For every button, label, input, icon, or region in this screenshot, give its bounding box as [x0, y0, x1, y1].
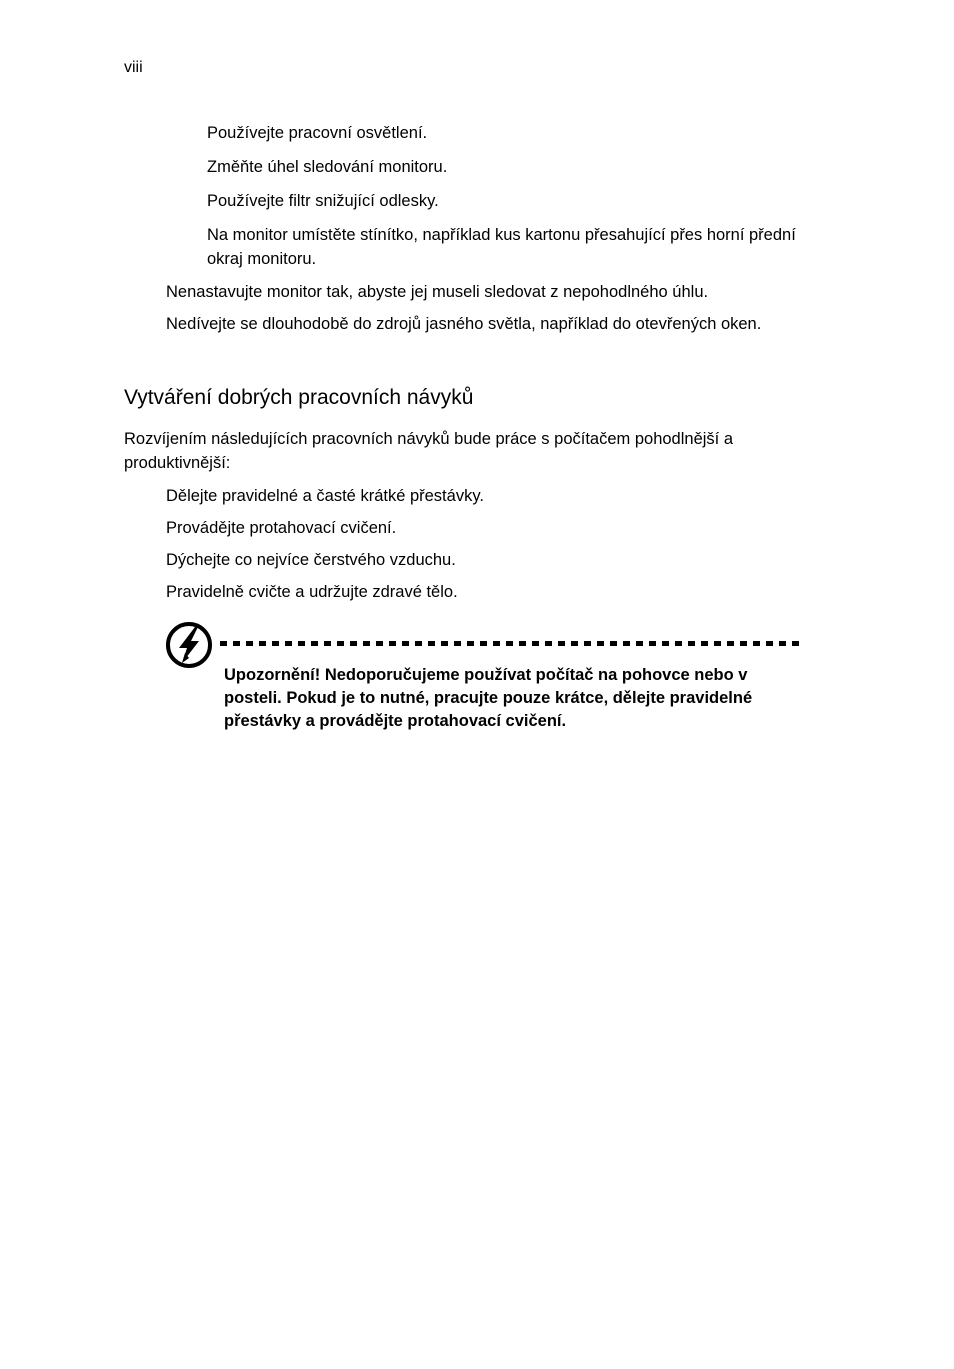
list-item: Změňte úhel sledování monitoru. — [207, 158, 448, 176]
section-heading: Vytváření dobrých pracovních návyků — [124, 386, 474, 409]
monitor-tips-list — [207, 121, 817, 281]
list-item: Používejte filtr snižující odlesky. — [207, 192, 439, 210]
list-item: Dýchejte co nejvíce čerstvého vzduchu. — [166, 551, 456, 569]
list-item: Používejte pracovní osvětlení. — [207, 124, 428, 142]
list-item: Provádějte protahovací cvičení. — [166, 519, 397, 537]
general-tips-list — [166, 280, 806, 344]
list-item: Dělejte pravidelné a časté krátké přestávky. — [166, 487, 484, 505]
list-item: Na monitor umístěte stínítko, například kus kartonu přesahující přes horní přední okraj monitoru. — [207, 226, 796, 268]
page-number: viii — [124, 59, 143, 76]
list-item: Pravidelně cvičte a udržujte zdravé tělo. — [166, 583, 458, 601]
warning-lightning-icon — [165, 621, 213, 669]
list-item: Nenastavujte monitor tak, abyste jej museli sledovat z nepohodlného úhlu. — [166, 283, 709, 301]
warning-divider — [220, 641, 804, 646]
warning-text: Upozornění! Nedoporučujeme používat počítač na pohovce nebo v posteli. Pokud je to nutné, pracujte pouze krátce, dělejte pravidelné přestávky a provádějte protahovací cvičení. — [224, 666, 753, 730]
habits-list — [166, 484, 806, 612]
list-item: Nedívejte se dlouhodobě do zdrojů jasného světla, například do otevřených oken. — [166, 315, 762, 333]
section-intro: Rozvíjením následujících pracovních návyků bude práce s počítačem pohodlnější a produktivnější: — [124, 430, 734, 472]
